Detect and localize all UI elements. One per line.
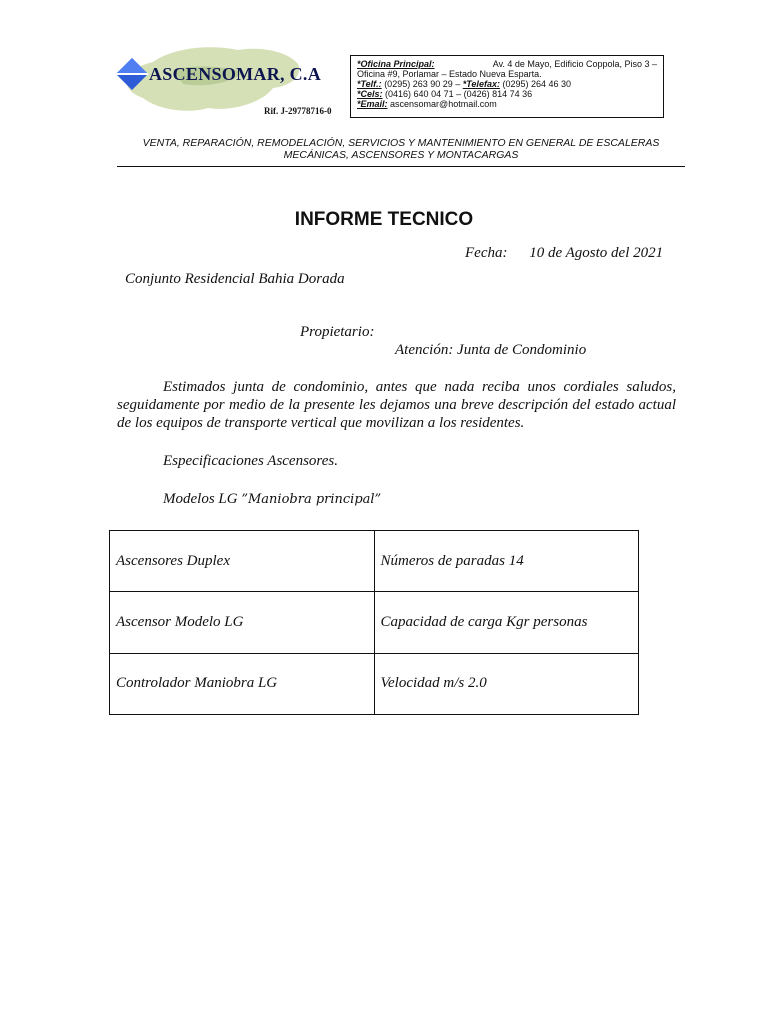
fax-value: (0295) 264 46 30	[502, 79, 572, 89]
table-row	[110, 653, 639, 714]
company-logo	[113, 42, 347, 118]
specifications-table	[109, 530, 639, 715]
date-value: 10 de Agosto del 2021	[529, 245, 664, 261]
table-cell: Velocidad m/s 2.0	[374, 653, 639, 714]
contact-info-box	[350, 55, 664, 118]
office-address-part1: Av. 4 de Mayo, Edificio Coppola, Piso 3 –	[492, 59, 657, 69]
date-label: Fecha:	[465, 245, 508, 261]
header-divider	[117, 166, 685, 167]
fax-label: *Telefax:	[462, 79, 500, 89]
report-date	[465, 245, 663, 262]
office-address-line	[357, 59, 657, 69]
company-tagline: VENTA, REPARACIÓN, REMODELACIÓN, SERVICIOS Y MANTENIMIENTO EN GENERAL DE ESCALERAS MECÁNICAS, ASCENSORES Y MONTACARGAS	[142, 137, 660, 161]
office-label: *Oficina Principal:	[357, 59, 435, 69]
report-title: INFORME TECNICO	[294, 209, 474, 230]
tel-value: (0295) 263 90 29 –	[384, 79, 461, 89]
company-name: ASCENSOMAR, C.A	[149, 64, 322, 84]
table-cell: Ascensor Modelo LG	[110, 592, 375, 653]
phone-line	[357, 79, 657, 89]
cel-label: *Cels:	[357, 89, 383, 99]
addressee: Conjunto Residencial Bahia Dorada	[125, 271, 345, 287]
cell-line	[357, 89, 657, 99]
attention-line: Atención: Junta de Condominio	[395, 342, 587, 358]
models-quoted: ”Maniobra principal”	[241, 492, 382, 507]
table-row	[110, 531, 639, 592]
table-cell: Ascensores Duplex	[110, 531, 375, 592]
email-label: *Email:	[357, 99, 388, 109]
models-prefix: Modelos LG	[163, 491, 238, 507]
models-line	[163, 491, 381, 508]
cel-value: (0416) 640 04 71 – (0426) 814 74 36	[385, 89, 533, 99]
tel-label: *Telf.:	[357, 79, 382, 89]
owner-label: Propietario:	[300, 324, 375, 340]
specs-heading: Especificaciones Ascensores.	[163, 453, 338, 469]
company-rif: Rif. J-29778716-0	[264, 106, 332, 116]
email-line	[357, 99, 657, 109]
table-cell: Números de paradas 14	[374, 531, 639, 592]
email-value: ascensomar@hotmail.com	[390, 99, 497, 109]
letter-body: Estimados junta de condominio, antes que nada reciba unos cordiales saludos, seguidamente por medio de la presente les dejamos una breve descripción del estado actual de los equipos de transporte vertical que movilizan a los residentes.	[117, 379, 676, 431]
table-cell: Controlador Maniobra LG	[110, 653, 375, 714]
office-address-part2: Oficina #9, Porlamar – Estado Nueva Esparta.	[357, 69, 542, 79]
table-cell: Capacidad de carga Kgr personas	[374, 592, 639, 653]
table-row	[110, 592, 639, 653]
